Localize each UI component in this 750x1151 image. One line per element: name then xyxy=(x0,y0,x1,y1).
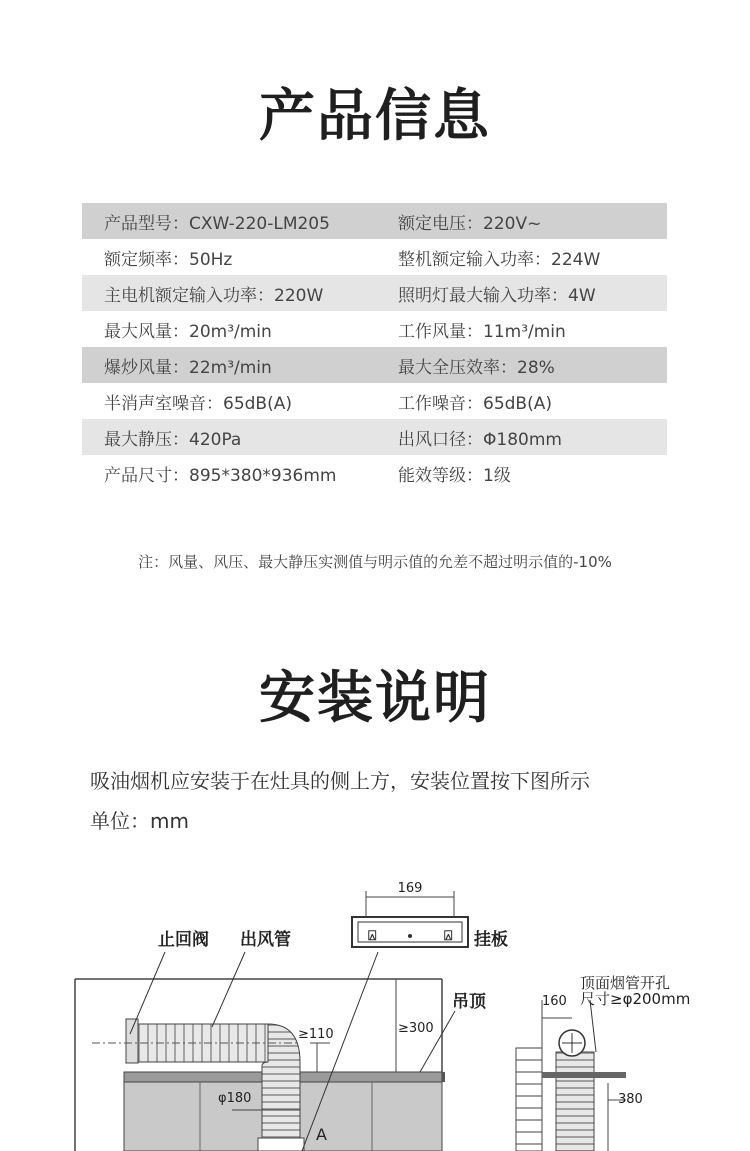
wall-bracket xyxy=(352,917,468,947)
dim-169: 169 xyxy=(397,881,423,896)
tolerance-note: 注：风量、风压、最大静压实测值与明示值的允差不超过明示值的-10% xyxy=(138,553,612,571)
spec-cell: 工作风量：11m³/min xyxy=(398,321,566,342)
spec-cell: 工作噪音：65dB(A) xyxy=(398,393,552,414)
label-hole-1: 顶面烟管开孔 xyxy=(580,974,671,992)
spec-cell: 能效等级：1级 xyxy=(398,465,511,486)
spec-row xyxy=(82,419,667,455)
spec-row xyxy=(82,383,667,419)
spec-row xyxy=(82,275,667,311)
label-check-valve: 止回阀 xyxy=(158,930,209,950)
label-ceiling: 吊顶 xyxy=(452,992,486,1012)
spec-cell: 额定频率：50Hz xyxy=(104,249,233,270)
label-hole-2: 尺寸≥φ200mm xyxy=(580,990,691,1008)
svg-text:⍓: ⍓ xyxy=(368,928,377,944)
spec-cell: 最大全压效率：28% xyxy=(398,357,555,378)
spec-cell: 主电机额定输入功率：220W xyxy=(104,285,324,306)
spec-cell: 最大风量：20m³/min xyxy=(104,321,272,342)
spec-cell: 额定电压：220V~ xyxy=(398,213,542,234)
dim-180: φ180 xyxy=(218,1091,252,1106)
spec-cell: 照明灯最大输入功率：4W xyxy=(398,285,596,306)
spec-cell: 整机额定输入功率：224W xyxy=(398,249,601,270)
spec-cell: 出风口径：Φ180mm xyxy=(398,429,562,450)
spec-row xyxy=(82,203,667,239)
dim-300: ≥300 xyxy=(398,1021,434,1036)
spec-row xyxy=(82,311,667,347)
svg-text:⍓: ⍓ xyxy=(444,928,453,944)
spec-cell: 产品型号：CXW-220-LM205 xyxy=(104,213,330,234)
dim-160: 160 xyxy=(542,994,567,1009)
unit-label: 单位：mm xyxy=(90,809,189,833)
product-info-title: 产品信息 xyxy=(259,84,491,149)
dim-380: 380 xyxy=(618,1092,643,1107)
label-a: A xyxy=(316,1125,327,1144)
install-description: 吸油烟机应安装于在灶具的侧上方，安装位置按下图所示 xyxy=(90,769,590,793)
spec-row xyxy=(82,455,667,491)
side-view xyxy=(516,1000,626,1151)
spec-row xyxy=(82,239,667,275)
spec-row xyxy=(82,347,667,383)
spec-table xyxy=(82,203,667,491)
label-exhaust-duct: 出风管 xyxy=(240,930,291,950)
spec-cell: 产品尺寸：895*380*936mm xyxy=(104,465,337,486)
spec-cell: 最大静压：420Pa xyxy=(104,429,242,450)
dim-110: ≥110 xyxy=(298,1027,334,1042)
install-title: 安装说明 xyxy=(259,666,491,731)
spec-cell: 半消声室噪音：65dB(A) xyxy=(104,393,292,414)
label-bracket: 挂板 xyxy=(474,930,508,950)
install-diagram xyxy=(0,860,750,1151)
spec-cell: 爆炒风量：22m³/min xyxy=(104,357,272,378)
